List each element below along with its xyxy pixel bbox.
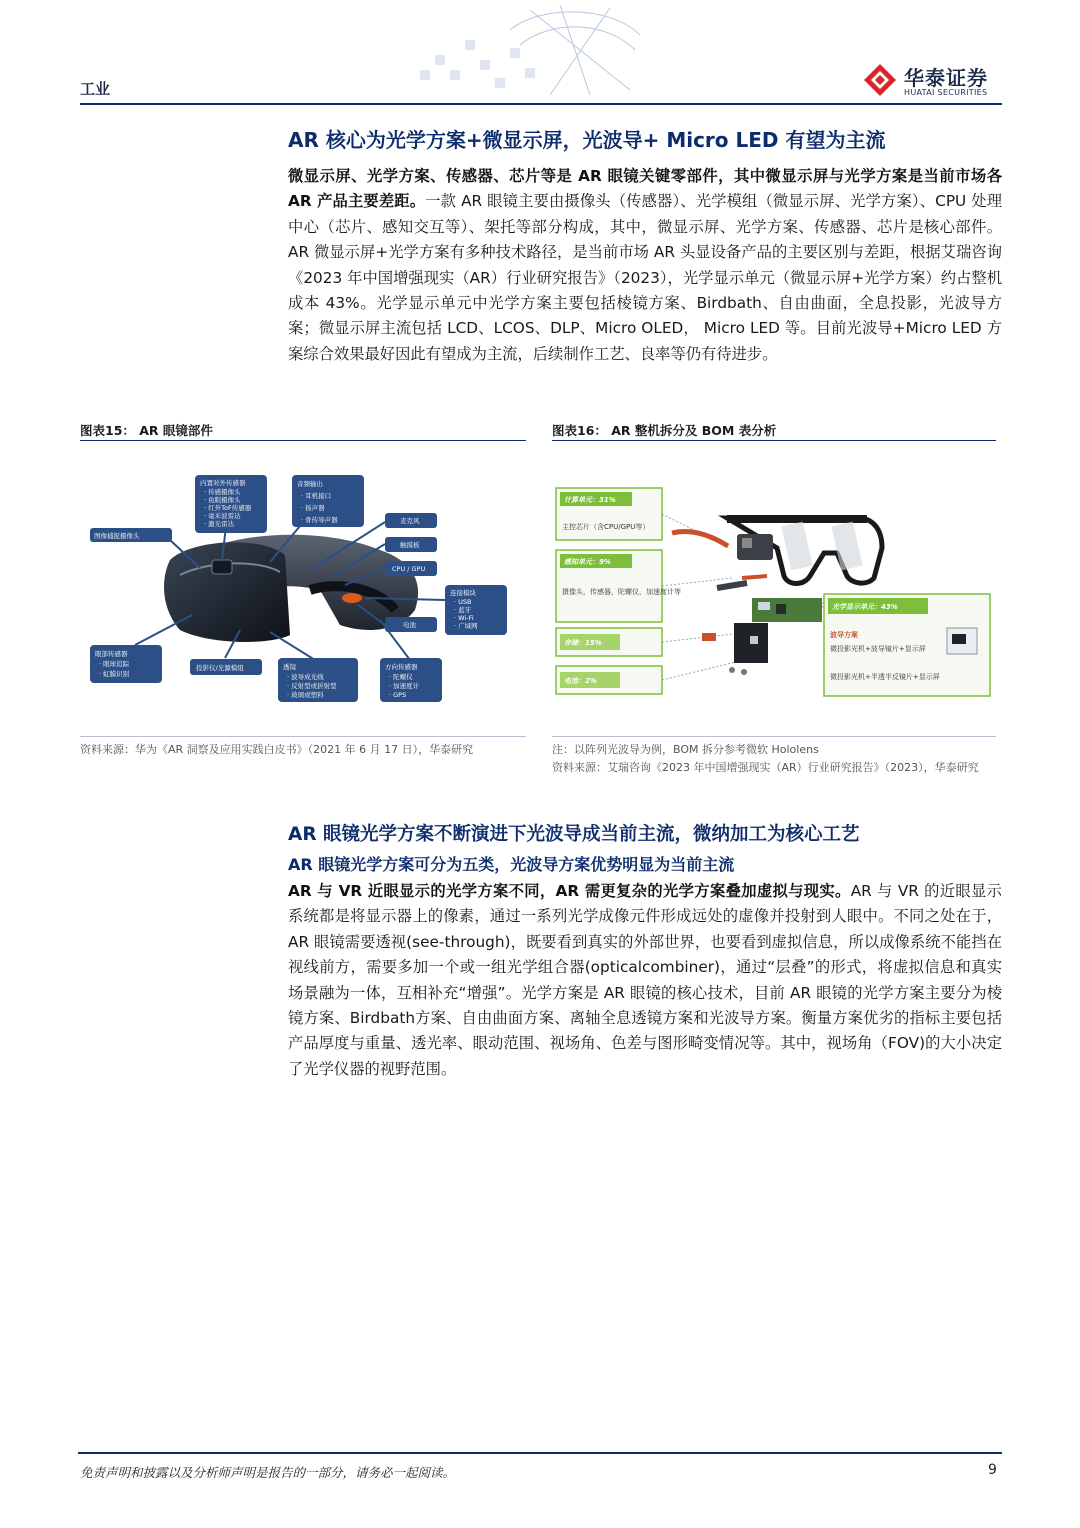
- figure15-title: 图表15： AR 眼镜部件: [80, 423, 213, 438]
- figure16-source: 资料来源：艾瑞咨询《2023 年中国增强现实（AR）行业研究报告》（2023），华泰研究: [552, 761, 979, 774]
- section1-title: AR 核心为光学方案+微显示屏，光波导+ Micro LED 有望为主流: [288, 128, 886, 152]
- bom-compute-title: 计算单元：31%: [564, 496, 616, 504]
- callout-orient-title: 方向传感器: [385, 663, 418, 671]
- callout-audio-item: · 耳机接口: [301, 492, 332, 500]
- figure15-ar-headset-diagram: [80, 460, 526, 722]
- callout-touchpad: 触摸板: [400, 541, 420, 549]
- logo-text-en: HUATAI SECURITIES: [904, 88, 988, 97]
- footer-divider: [78, 1452, 1002, 1454]
- callout-cpu: CPU / GPU: [392, 565, 426, 573]
- callout-lens-item: · 反射型或折射型: [287, 682, 337, 690]
- section1-paragraph-body: 一款 AR 眼镜主要由摄像头（传感器）、光学模组（微显示屏、光学方案）、CPU 处理中心（芯片、感知交互等）、架托等部分构成，其中，微显示屏、光学方案、传感器、芯片是核心部件。AR 微显示屏+光学方案有多种技术路径，是当前市场 AR 头显设备产品的主要区别与差距，根据艾瑞咨询《2023 年中国增强现实（AR）行业研究报告》（2023），光学显示单元（微显示屏+光学方案）约占整机成本 43%。光学显示单元中光学方案主要包括棱镜方案、Birdbath、自由曲面，全息投影，光波导方案；微显示屏主流包括 LCD、LCOS、DLP、Micro OLED， Micro LED 等。目前光波导+Micro LED 方案综合效果最好因此有望成为主流，后续制作工艺、良率等仍有待进步。: [288, 192, 1002, 363]
- bom-optical-line2: 微投影光机+半透半反镜片+显示屏: [830, 673, 940, 681]
- bom-optical-line1: 微投影光机+波导镜片+显示屏: [830, 645, 926, 653]
- callout-inner-sensors-title: 内置对外传感器: [200, 479, 246, 487]
- footer-disclaimer: 免责声明和披露以及分析师声明是报告的一部分，请务必一起阅读。: [80, 1465, 456, 1480]
- header-divider: [80, 103, 1002, 105]
- section2-paragraph: [288, 879, 1002, 1082]
- bom-storage-title: 存储：15%: [564, 639, 602, 647]
- callout-microphone: 麦克风: [400, 517, 420, 525]
- figure16-title-rule: [552, 440, 996, 441]
- callout-inner-sensors-item: · 激光雷达: [204, 520, 235, 528]
- logo-text-cn: 华泰证券: [904, 66, 988, 90]
- callout-orient-item: · GPS: [389, 691, 407, 699]
- callout-audio-item: · 扬声器: [301, 504, 325, 512]
- callout-connect-title: 连接模块: [450, 589, 476, 597]
- section2-subtitle: AR 眼镜光学方案可分为五类，光波导方案优势明显为当前主流: [288, 855, 735, 874]
- callout-lens-item: · 玻璃或塑料: [287, 691, 324, 699]
- callout-audio-title: 音频输出: [297, 480, 323, 488]
- callout-inner-sensors-item: · 鱼眼摄像头: [204, 496, 241, 504]
- bom-optical-sub: 波导方案: [830, 631, 858, 639]
- bom-sense-desc: 摄像头，传感器，陀螺仪，加速度计等: [562, 588, 681, 596]
- callout-orient-item: · 陀螺仪: [389, 673, 413, 681]
- callout-inner-sensors-item: · 毫米波雷达: [204, 512, 241, 520]
- bom-sense-title: 感知单元：9%: [564, 558, 611, 566]
- callout-inner-sensors-item: · 传感摄像头: [204, 488, 241, 496]
- figure16-title: 图表16： AR 整机拆分及 BOM 表分析: [552, 423, 777, 438]
- figure15-source: 资料来源：华为《AR 洞察及应用实践白皮书》（2021 年 6 月 17 日），华泰研究: [80, 743, 474, 756]
- callout-eye-sensor-item: · 虹膜识别: [99, 670, 130, 678]
- bom-optical-title: 光学显示单元：43%: [832, 603, 898, 611]
- headset-illustration: [164, 535, 418, 642]
- company-logo: [862, 60, 1002, 100]
- callout-inner-sensors-item: · 红外ToF传感器: [204, 504, 252, 512]
- callout-eye-sensor-item: · 眼球追踪: [99, 660, 130, 668]
- callout-audio-item: · 骨传导声器: [301, 516, 338, 524]
- sector-label: 工业: [80, 80, 111, 98]
- callout-connect-item: · 广域网: [454, 622, 478, 630]
- callout-connect-item: · Wi-Fi: [454, 614, 474, 622]
- bom-compute-desc: 主控芯片（含CPU/GPU等）: [562, 523, 650, 531]
- callout-connect-item: · USB: [454, 598, 472, 606]
- callout-battery: 电池: [403, 621, 416, 629]
- callout-connect-item: · 蓝牙: [454, 606, 472, 614]
- section2-paragraph-lead: AR 与 VR 近眼显示的光学方案不同，AR 需更复杂的光学方案叠加虚拟与现实。: [288, 882, 851, 900]
- callout-eye-sensor-title: 眼部传感器: [95, 650, 128, 658]
- bom-battery-title: 电池：2%: [564, 677, 597, 685]
- figure16-bom-exploded-diagram: [552, 458, 996, 720]
- section2-title: AR 眼镜光学方案不断演进下光波导成当前主流，微纳加工为核心工艺: [288, 824, 860, 845]
- callout-lens-title: 透镜: [283, 663, 296, 671]
- header-decoration-graphic: [380, 0, 680, 100]
- callout-orient-item: · 加速度计: [389, 682, 420, 690]
- callout-lens-item: · 波导成光线: [287, 673, 324, 681]
- callout-projector: 投影仪/光源模组: [196, 664, 244, 672]
- section2-paragraph-body: AR 与 VR 的近眼显示系统都是将显示器上的像素，通过一系列光学成像元件形成远处的虚像并投射到人眼中。不同之处在于，AR 眼镜需要透视(see-through)，既要看到真实的外部世界，也要看到虚拟信息，所以成像系统不能挡在视线前方，需要多加一个或一组光学组合器(opticalcombiner)，通过“层叠”的形式，将虚拟信息和真实场景融为一体，互相补充“增强”。光学方案是 AR 眼镜的核心技术，目前 AR 眼镜的光学方案主要分为棱镜方案、Birdbath方案、自由曲面方案、离轴全息透镜方案和光波导方案。衡量方案优劣的指标主要包括产品厚度与重量、透光率、眼动范围、视场角、色差与图形畸变情况等。其中，视场角（FOV)的大小决定了光学仪器的视野范围。: [288, 882, 1002, 1078]
- figure15-title-rule: [80, 440, 526, 441]
- page-number: 9: [988, 1462, 997, 1478]
- callout-image-capture: 图像捕捉摄像头: [94, 532, 140, 540]
- figure16-bottom-rule: [552, 736, 996, 737]
- figure16-note: 注：以阵列光波导为例，BOM 拆分参考微软 Hololens: [552, 743, 819, 756]
- section1-paragraph-lead: 微显示屏、光学方案、传感器、芯片等是 AR 眼镜关键零部件，其中微显示屏与光学方案是当前市场各 AR 产品主要差距。: [288, 167, 1002, 211]
- figure15-bottom-rule: [80, 736, 526, 737]
- logo-mark-icon: [862, 62, 898, 98]
- section1-paragraph: [288, 164, 1002, 367]
